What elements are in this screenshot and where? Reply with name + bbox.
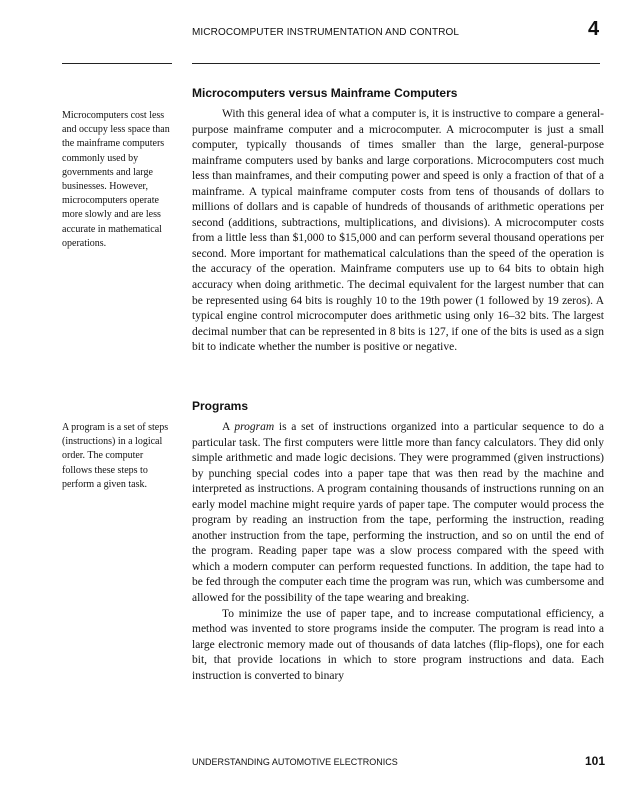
section-body-mainframe	[192, 107, 604, 356]
paragraph-rest: is a set of instructions organized into a particular sequence to do a particular task. The first computers were little more than fancy calculators. They did only simple arithmetic and made logic decisions. They were programmed (given instructions) by punching special codes into a paper tape that was then read by the machine and interpreted as instructions. A program containing thousands of instructions running on an early model machine might require yards of paper tape. The computer would process the program by reading an instruction from the tape, performing the instruction, reading another instruction from the tape, performing the instruction, and so on until the end of the program. Reading paper tape was a slow process compared with the speed with which a modern computer can perform requested functions. In addition, the tape had to be fed through the computer each time the program was run, which was cumbersome and allowed for the possibility of the tape wearing and breaking.	[192, 421, 604, 605]
section-heading-programs: Programs	[192, 399, 249, 413]
section-heading-mainframe: Microcomputers versus Mainframe Computers	[192, 86, 458, 100]
paragraph-lead: A	[222, 421, 235, 433]
section-body-programs	[192, 420, 604, 684]
chapter-number: 4	[588, 18, 600, 40]
running-footer-title: UNDERSTANDING AUTOMOTIVE ELECTRONICS	[192, 757, 398, 767]
header-rule-right	[192, 63, 600, 64]
paragraph: To minimize the use of paper tape, and to increase computational efficiency, a method was invented to store programs inside the computer. The program is read into a large electronic memory made out of thousands of data latches (flip-flops), one for each bit, that provide locations in which to store program instructions and data. Each instruction is converted to binary	[192, 607, 604, 682]
defined-term: program	[234, 421, 275, 433]
paragraph	[192, 420, 604, 607]
margin-note-microcomputers: Microcomputers cost less and occupy less space than the mainframe computers commonly used by governments and large businesses. However, microcomputers operate more slowly and are less accurate in mathematical operations.	[62, 110, 170, 249]
paragraph: With this general idea of what a computer is, it is instructive to compare a general-purpose mainframe computer and a microcomputer. A microcomputer is just a small computer, typically thousands of times smaller than the large, general-purpose mainframe computers used by banks and large corporations. Microcomputers cost much less than mainframes, and their computing power and speed is only a fraction of that of a mainframe. A typical mainframe computer costs from tens of thousands of dollars to millions of dollars and is capable of hundreds of thousands of arithmetic operations per second (additions, subtractions, multiplications, and divisions). A microcomputer costs from a little less than $1,000 to $15,000 and can perform several thousand operations per second. More important for mathematical calculations than the speed of the operation is the accuracy of the operation. Mainframe computers use up to 64 bits to obtain high accuracy when doing arithmetic. The decimal equivalent for the largest number that can be represented using 64 bits is roughly 10 to the 19th power (1 followed by 19 zeros). A typical engine control microcomputer does arithmetic using only 16–32 bits. The largest decimal number that can be represented in 8 bits is 127, if one of the bits is used as a sign bit to indicate whether the number is positive or negative.	[192, 108, 604, 354]
margin-note-program: A program is a set of steps (instructions) in a logical order. The computer follows these steps to perform a given task.	[62, 422, 169, 490]
header-rule-left	[62, 63, 172, 64]
page-number: 101	[585, 754, 606, 768]
running-header-title: MICROCOMPUTER INSTRUMENTATION AND CONTROL	[192, 27, 460, 38]
